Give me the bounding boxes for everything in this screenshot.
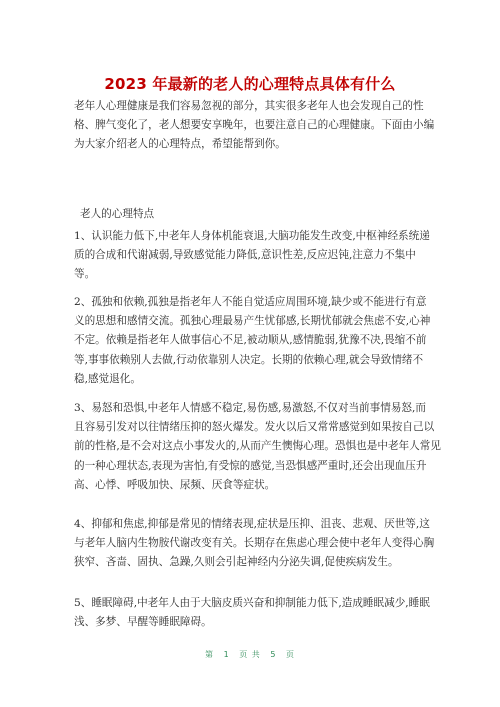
page-footer [0, 649, 500, 660]
footer-middle: 页 共 [239, 650, 261, 659]
paragraph-line: 5、睡眠障碍,中老年人由于大脑皮质兴奋和抑制能力低下,造成睡眠减少,睡眠 [74, 597, 430, 609]
paragraph-line: 2、孤独和依赖,孤独是指老年人不能自觉适应周围环境,缺少或不能进行有意 [74, 296, 427, 308]
footer-page-number: 1 [223, 650, 230, 659]
paragraph-line: 等,事事依赖别人去做,行动依靠别人决定。长期的依赖心理,就会导致情绪不 [74, 353, 424, 366]
intro-line: 格、脾气变化了，老人想要安享晚年，也要注意自己的心理健康。下面由小编 [74, 119, 435, 132]
paragraph-line: 1、认识能力低下,中老年人身体机能衰退,大脑功能发生改变,中枢神经系统递 [74, 230, 430, 242]
paragraph-line: 且容易引发对以往情绪压抑的怒火爆发。发火以后又常常感觉到如果按自己以 [74, 421, 435, 434]
paragraph-line: 稳,感觉退化。 [74, 372, 141, 385]
paragraph-line: 质的合成和代谢减弱,导致感觉能力降低,意识性差,反应迟钝,注意力不集中 [74, 249, 416, 262]
paragraph-line: 前的性格,是不会对这点小事发火的,从而产生懊悔心理。恐惧也是中老年人常见 [74, 440, 441, 453]
paragraph-line: 浅、多梦、早醒等睡眠障碍。 [74, 616, 212, 629]
paragraph-line: 狭窄、吝啬、固执、急躁,久则会引起神经内分泌失调,促使疾病发生。 [74, 556, 399, 569]
intro-line: 老年人心理健康是我们容易忽视的部分，其实很多老年人也会发现自己的性 [74, 100, 424, 112]
footer-prefix: 第 [205, 650, 215, 659]
paragraph-line: 义的思想和感情交流。孤独心理最易产生忧郁感,长期忧郁就会焦虑不安,心神 [74, 315, 431, 328]
footer-suffix: 页 [285, 650, 295, 659]
paragraph-line: 3、易怒和恐惧,中老年人情感不稳定,易伤感,易激怒,不仅对当前事情易怒,而 [74, 402, 426, 414]
intro-line: 为大家介绍老人的心理特点，希望能帮到你。 [74, 138, 286, 151]
paragraph-2 [74, 293, 434, 389]
paragraph-line: 的一种心理状态,表现为害怕,有受惊的感觉,当恐惧感严重时,还会出现血压升 [74, 459, 427, 472]
paragraph-1 [74, 227, 434, 285]
paragraph-line: 高、心悸、呼吸加快、尿频、厌食等症状。 [74, 478, 276, 491]
section-heading: 老人的心理特点 [80, 208, 155, 220]
paragraph-3 [74, 399, 441, 495]
document-title: 2023 年最新的老人的心理特点具体有什么 [104, 75, 396, 93]
paragraph-5 [74, 594, 434, 632]
intro-paragraph [74, 97, 434, 155]
paragraph-line: 等。 [74, 268, 96, 281]
paragraph-4 [74, 515, 434, 573]
paragraph-line: 4、抑郁和焦虑,抑郁是常见的情绪表现,症状是压抑、沮丧、悲观、厌世等,这 [74, 518, 430, 530]
footer-total-pages: 5 [270, 650, 277, 659]
paragraph-line: 与老年人脑内生物胺代谢改变有关。长期存在焦虑心理会使中老年人变得心胸 [74, 537, 435, 550]
paragraph-line: 不定。依赖是指老年人做事信心不足,被动顺从,感情脆弱,犹豫不决,畏缩不前 [74, 334, 427, 347]
